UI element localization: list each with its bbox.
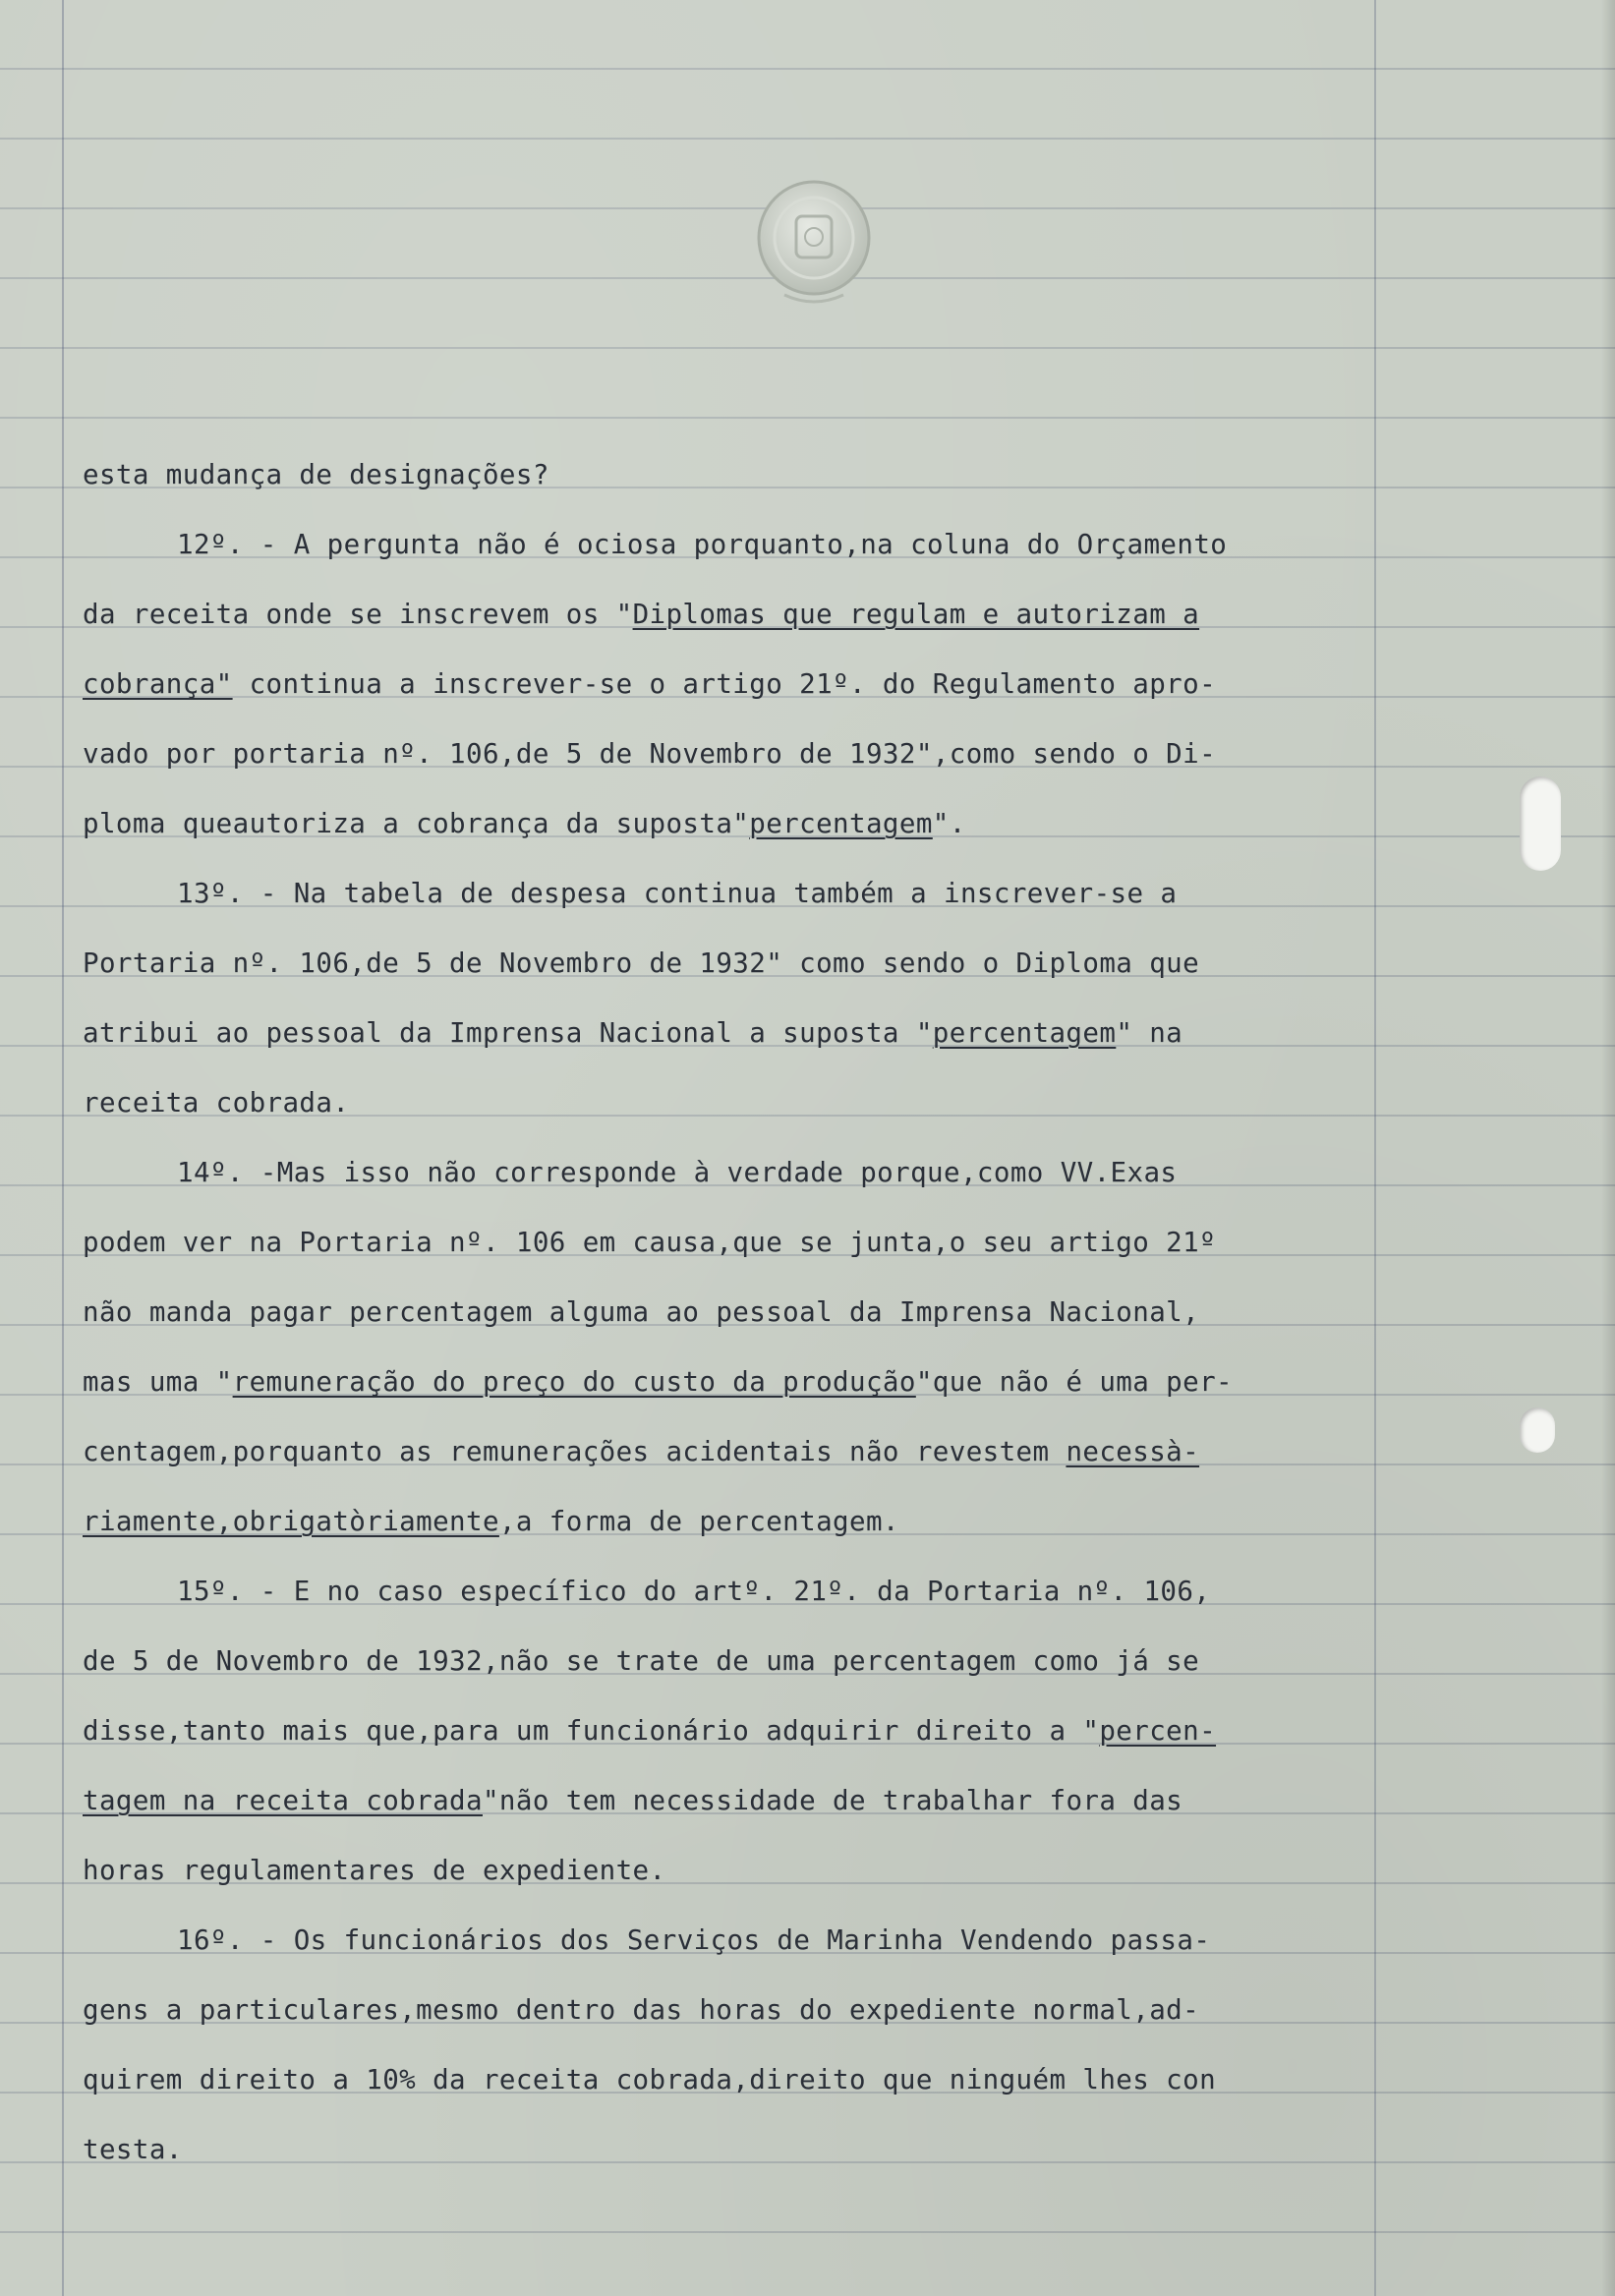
text-segment: ploma queautoriza a cobrança da suposta" (83, 808, 750, 839)
text-line (83, 1557, 1390, 1627)
punch-hole-icon (1520, 776, 1561, 871)
text-segment: 12º. - A pergunta não é ociosa porquanto,na coluna do Orçamento (177, 529, 1228, 560)
text-segment: esta mudança de designações? (83, 459, 549, 490)
text-line (83, 1487, 1390, 1557)
underlined-text: riamente,obrigatòriamente (83, 1506, 499, 1537)
text-line (83, 1278, 1390, 1348)
text-segment: quirem direito a 10% da receita cobrada,direito que ninguém lhes con (83, 2064, 1217, 2095)
underlined-text: necessà- (1066, 1436, 1200, 1467)
text-segment: ". (932, 808, 966, 839)
text-segment: de 5 de Novembro de 1932,não se trate de uma percentagem como já se (83, 1645, 1200, 1677)
text-line (83, 1627, 1390, 1696)
text-line (83, 1068, 1390, 1138)
text-segment: mas uma " (83, 1366, 233, 1398)
text-line (83, 1836, 1390, 1906)
text-segment: ,a forma de percentagem. (498, 1506, 899, 1537)
text-segment: horas regulamentares de expediente. (83, 1855, 666, 1886)
text-line (83, 1906, 1390, 1976)
text-segment: 15º. - E no caso específico do artº. 21º. da Portaria nº. 106, (177, 1576, 1211, 1607)
underlined-text: Diplomas que regulam e autorizam a (632, 599, 1200, 630)
text-segment: "que não é uma per- (915, 1366, 1233, 1398)
text-segment: 14º. -Mas isso não corresponde à verdade porque,como VV.Exas (177, 1157, 1178, 1188)
text-line (83, 510, 1390, 580)
text-segment: da receita onde se inscrevem os " (83, 599, 633, 630)
text-segment: testa. (83, 2134, 183, 2165)
text-line (83, 580, 1390, 650)
punch-hole-icon (1520, 1407, 1555, 1453)
text-segment: disse,tanto mais que,para um funcionário adquirir direito a " (83, 1715, 1100, 1747)
underlined-text: tagem na receita cobrada (83, 1785, 483, 1816)
left-margin-line (62, 0, 64, 2296)
text-line (83, 1417, 1390, 1487)
text-line (83, 650, 1390, 719)
text-line (83, 1976, 1390, 2045)
underlined-text: percentagem (932, 1017, 1117, 1049)
page-edge-shadow (1601, 0, 1615, 2296)
text-line (83, 1208, 1390, 1278)
embossed-seal-icon (755, 179, 873, 309)
text-line (83, 1138, 1390, 1208)
typed-text-body (83, 440, 1390, 2185)
text-segment: centagem,porquanto as remunerações acidentais não revestem (83, 1436, 1067, 1467)
text-line (83, 1348, 1390, 1417)
underlined-text: percentagem (749, 808, 933, 839)
text-segment: Portaria nº. 106,de 5 de Novembro de 1932" como sendo o Diploma que (83, 947, 1200, 979)
text-segment: gens a particulares,mesmo dentro das horas do expediente normal,ad- (83, 1994, 1200, 2026)
text-line (83, 789, 1390, 859)
text-segment: receita cobrada. (83, 1087, 350, 1119)
text-line (83, 2115, 1390, 2185)
text-line (83, 2045, 1390, 2115)
text-segment: 16º. - Os funcionários dos Serviços de Marinha Vendendo passa- (177, 1924, 1211, 1956)
text-segment: vado por portaria nº. 106,de 5 de Novembro de 1932",como sendo o Di- (83, 738, 1217, 770)
text-segment: " na (1116, 1017, 1183, 1049)
text-line (83, 440, 1390, 510)
text-segment: não manda pagar percentagem alguma ao pessoal da Imprensa Nacional, (83, 1296, 1200, 1328)
underlined-text: percen- (1099, 1715, 1217, 1747)
text-line (83, 1696, 1390, 1766)
text-line (83, 999, 1390, 1068)
text-segment: continua a inscrever-se o artigo 21º. do Regulamento apro- (232, 668, 1217, 700)
text-segment: "não tem necessidade de trabalhar fora das (482, 1785, 1183, 1816)
text-line (83, 719, 1390, 789)
text-line (83, 859, 1390, 929)
underlined-text: cobrança" (83, 668, 233, 700)
text-line (83, 1766, 1390, 1836)
underlined-text: remuneração do preço do custo da produção (232, 1366, 916, 1398)
text-line (83, 929, 1390, 999)
text-segment: podem ver na Portaria nº. 106 em causa,que se junta,o seu artigo 21º (83, 1227, 1217, 1258)
text-segment: 13º. - Na tabela de despesa continua também a inscrever-se a (177, 878, 1178, 909)
text-segment: atribui ao pessoal da Imprensa Nacional a suposta " (83, 1017, 933, 1049)
